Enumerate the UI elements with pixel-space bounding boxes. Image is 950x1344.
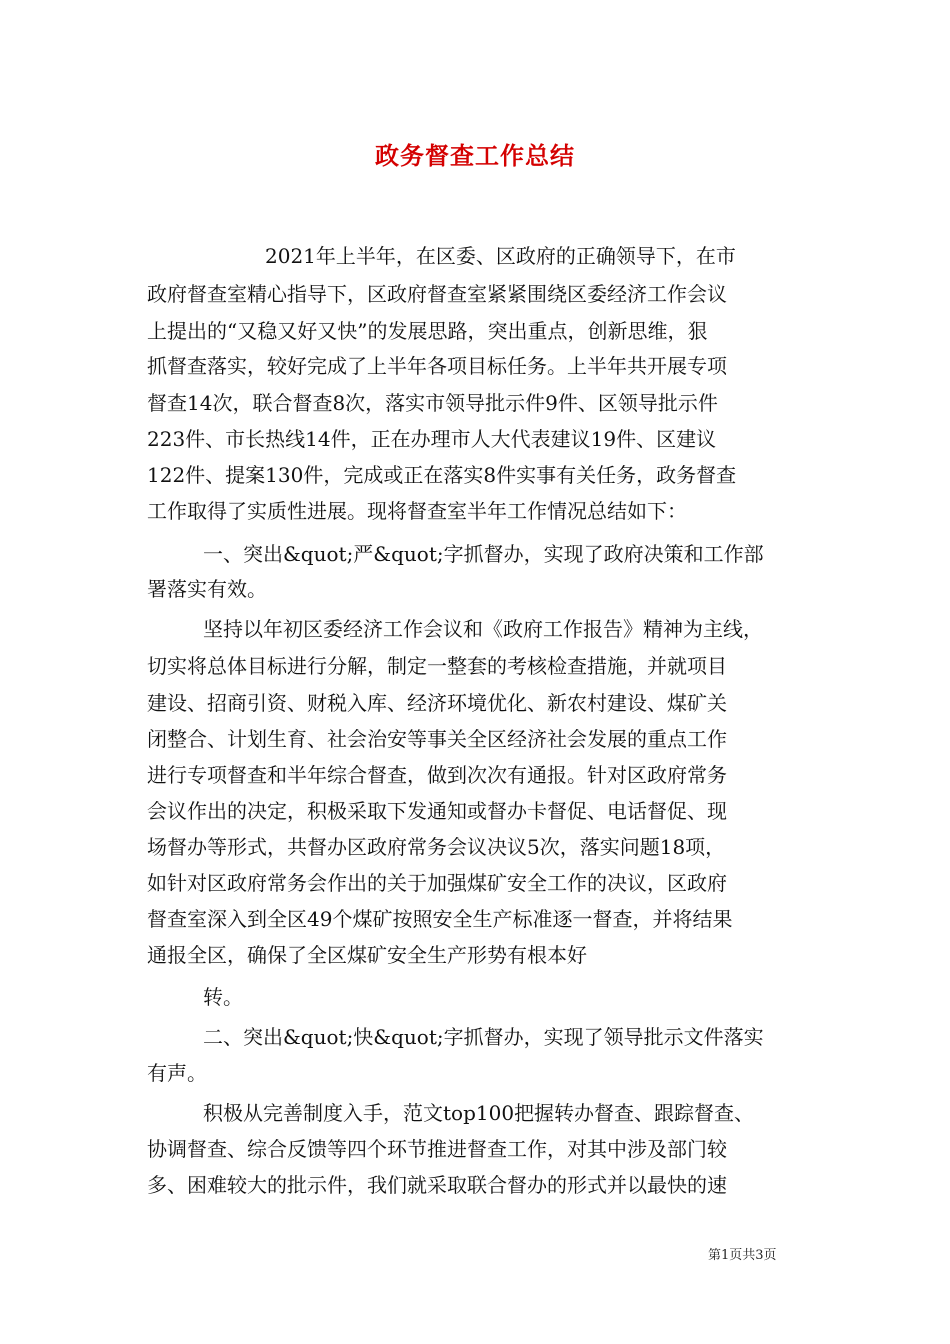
paragraph-line: 切实将总体目标进行分解，制定一整套的考核检查措施，并就项目: [147, 654, 727, 678]
paragraph-line: 政府督查室精心指导下，区政府督查室紧紧围绕区委经济工作会议: [147, 282, 727, 306]
paragraph-line: 工作取得了实质性进展。现将督查室半年工作情况总结如下：: [147, 499, 687, 523]
paragraph-line: 多、困难较大的批示件，我们就采取联合督办的形式并以最快的速: [147, 1173, 727, 1197]
document-title: 政务督查工作总结: [375, 142, 575, 170]
section-heading-line: 署落实有效。: [147, 577, 267, 601]
paragraph-line: 协调督查、综合反馈等四个环节推进督查工作，对其中涉及部门较: [147, 1137, 727, 1161]
paragraph-line: 如针对区政府常务会作出的关于加强煤矿安全工作的决议，区政府: [147, 871, 727, 895]
page-number: 第1页共3页: [708, 1248, 777, 1263]
paragraph-line: 场督办等形式，共督办区政府常务会议决议5次，落实问题18项，: [147, 835, 726, 859]
paragraph-line: 2021年上半年，在区委、区政府的正确领导下，在市: [265, 244, 736, 268]
paragraph-line: 通报全区，确保了全区煤矿安全生产形势有根本好: [147, 943, 587, 967]
paragraph-line: 会议作出的决定，积极采取下发通知或督办卡督促、电话督促、现: [147, 799, 727, 823]
paragraph-line: 积极从完善制度入手，范文top100把握转办督查、跟踪督查、: [203, 1101, 755, 1125]
paragraph-line: 进行专项督查和半年综合督查，做到次次有通报。针对区政府常务: [147, 763, 727, 787]
paragraph-line: 转。: [203, 985, 243, 1009]
paragraph-line: 闭整合、计划生育、社会治安等事关全区经济社会发展的重点工作: [147, 727, 727, 751]
section-heading-line: 二、突出&quot;快&quot;字抓督办，实现了领导批示文件落实: [203, 1025, 764, 1049]
paragraph-line: 建设、招商引资、财税入库、经济环境优化、新农村建设、煤矿关: [147, 691, 727, 715]
paragraph-line: 223件、市长热线14件，正在办理市人大代表建议19件、区建议: [147, 427, 717, 451]
paragraph-line: 122件、提案130件，完成或正在落实8件实事有关任务，政务督查: [147, 463, 737, 487]
paragraph-line: 上提出的“又稳又好又快”的发展思路，突出重点，创新思维，狠: [147, 319, 708, 343]
paragraph-line: 坚持以年初区委经济工作会议和《政府工作报告》精神为主线，: [203, 617, 763, 641]
paragraph-line: 抓督查落实，较好完成了上半年各项目标任务。上半年共开展专项: [147, 354, 727, 378]
section-heading-line: 一、突出&quot;严&quot;字抓督办，实现了政府决策和工作部: [203, 542, 764, 566]
section-heading-line: 有声。: [147, 1061, 207, 1085]
paragraph-line: 督查室深入到全区49个煤矿按照安全生产标准逐一督查，并将结果: [147, 907, 733, 931]
paragraph-line: 督查14次，联合督查8次，落实市领导批示件9件、区领导批示件: [147, 391, 718, 415]
